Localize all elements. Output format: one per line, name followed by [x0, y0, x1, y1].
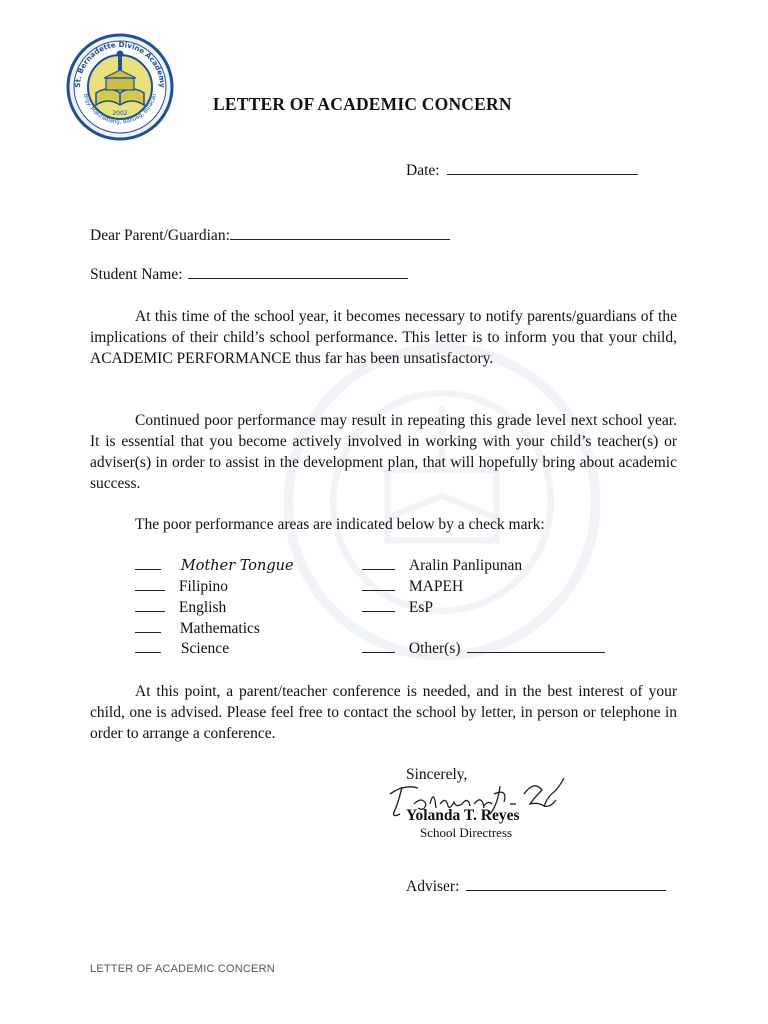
student-label: Student Name:: [90, 266, 183, 283]
school-seal-watermark: [282, 342, 602, 662]
area-item-right: [362, 577, 463, 597]
others-blank[interactable]: [467, 639, 605, 653]
document-title: LETTER OF ACADEMIC CONCERN: [213, 94, 512, 114]
greeting-line: [90, 225, 450, 246]
student-line: [90, 264, 408, 285]
school-logo: [66, 33, 174, 141]
area-item-left: [135, 619, 260, 639]
paragraph-1: At this time of the school year, it becomes necessary to notify parents/guardians of the implications of their child’s school performance. This letter is to inform you that your child, ACADEMIC PERFORMANCE thus far has been unsatisfactory.: [90, 308, 677, 367]
area-item-left: [135, 556, 294, 576]
checkbox-blank[interactable]: [362, 639, 395, 653]
page-footer: LETTER OF ACADEMIC CONCERN: [90, 963, 275, 975]
area-item-left: [135, 577, 228, 597]
date-blank: [447, 160, 638, 175]
signatory-name: Yolanda T. Reyes: [406, 807, 520, 824]
checkbox-blank[interactable]: [362, 577, 395, 591]
adviser-label: Adviser:: [406, 878, 460, 895]
checkbox-blank[interactable]: [362, 598, 395, 612]
area-label: English: [178, 599, 227, 616]
checkbox-blank[interactable]: [362, 556, 395, 570]
area-label: EsP: [408, 599, 433, 616]
area-item-right: [362, 639, 605, 659]
logo-location-text: Brgy. Makinabang, Baliuag, Bulacan: [81, 93, 159, 126]
checkbox-blank[interactable]: [135, 639, 161, 653]
area-item-right: [362, 556, 522, 576]
paragraph-3: At this point, a parent/teacher conference is needed, and in the best interest of your child, one is advised. Please feel free to contact the school by letter, in person or telephone in order to arrange a conference.: [90, 683, 677, 742]
area-label: Other(s): [408, 640, 461, 657]
area-label: Science: [180, 640, 230, 657]
adviser-blank: [466, 876, 666, 891]
paragraph-2: Continued poor performance may result in repeating this grade level next school year. It is essential that you become actively involved in working with your child’s teacher(s) or adviser(s) in order to assist in the development plan, that will hopefully bring about academic success.: [90, 412, 677, 492]
checkbox-blank[interactable]: [135, 556, 161, 570]
checkbox-blank[interactable]: [135, 598, 165, 612]
area-item-right: [362, 598, 433, 618]
checkbox-blank[interactable]: [135, 619, 161, 633]
closing-text: Sincerely,: [406, 766, 468, 783]
student-blank: [188, 264, 408, 279]
area-label: Mathematics: [179, 620, 260, 637]
area-label: Mother Tongue: [180, 558, 294, 574]
date-line: [406, 160, 638, 181]
area-item-left: [135, 639, 229, 659]
guardian-blank: [230, 225, 450, 240]
date-label: Date:: [406, 162, 440, 179]
adviser-line: [406, 876, 666, 897]
greeting-label: Dear Parent/Guardian:: [90, 227, 230, 244]
logo-year: 2002: [112, 110, 128, 117]
area-item-left: [135, 598, 226, 618]
area-label: Aralin Panlipunan: [408, 557, 523, 574]
area-label: MAPEH: [408, 578, 464, 595]
area-label: Filipino: [178, 578, 228, 595]
signatory-title: School Directress: [420, 825, 513, 840]
areas-intro: The poor performance areas are indicated below by a check mark:: [135, 516, 545, 533]
logo-ring-text: St. Bernadette Divine Academy: [72, 39, 168, 88]
checkbox-blank[interactable]: [135, 577, 165, 591]
